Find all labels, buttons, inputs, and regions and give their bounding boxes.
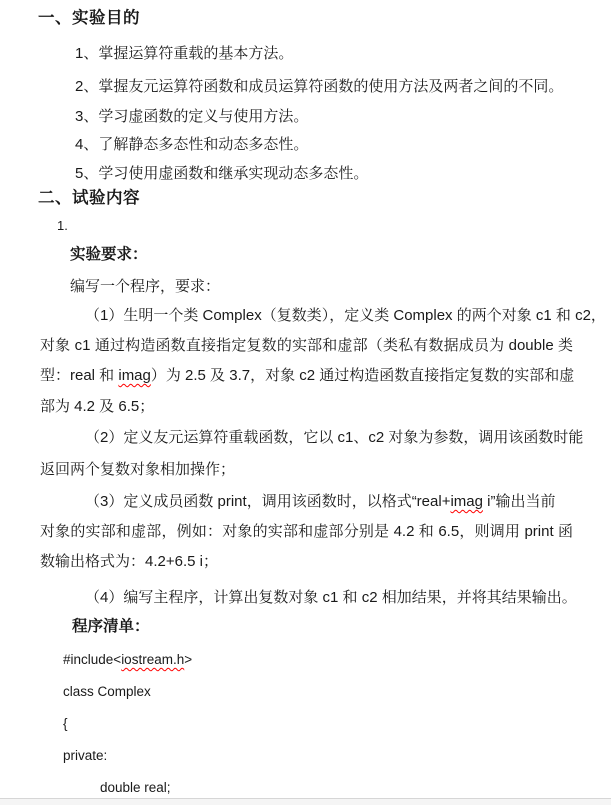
- code-line-private: private:: [63, 748, 108, 763]
- section2-heading: 二、试验内容: [38, 189, 140, 207]
- paragraph-4-line: （4）编写主程序，计算出复数对象 c1 和 c2 相加结果，并将其结果输出。: [85, 589, 577, 606]
- paragraph-3-line: 数输出格式为：4.2+6.5 i；: [40, 553, 218, 570]
- objective-item: 5、学习使用虚函数和继承实现动态多态性。: [75, 165, 369, 182]
- paragraph-text: （3）定义成员函数 print，调用该函数时，以格式“real+: [85, 493, 451, 510]
- listing-heading: 程序清单：: [72, 618, 150, 635]
- requirements-heading: 实验要求：: [70, 246, 148, 263]
- paragraph-2-line: 返回两个复数对象相加操作；: [40, 461, 236, 478]
- code-line-include: [63, 650, 192, 670]
- paragraph-3-line: 对象的实部和虚部，例如：对象的实部和虚部分别是 4.2 和 6.5，则调用 print 函: [40, 523, 573, 540]
- code-text: >: [184, 652, 193, 667]
- code-text: #include<: [63, 652, 122, 667]
- objective-item: 2、掌握友元运算符函数和成员运算符函数的使用方法及两者之间的不同。: [75, 78, 564, 95]
- spellcheck-flagged-word: imag: [118, 367, 151, 384]
- paragraph-1-line: 对象 c1 通过构造函数直接指定复数的实部和虚部（类私有数据成员为 double 类: [40, 337, 573, 354]
- paragraph-1-line: 部为 4.2 及 6.5；: [40, 398, 155, 415]
- paragraph-2-line: （2）定义友元运算符重载函数，它以 c1、c2 对象为参数，调用该函数时能: [85, 429, 584, 446]
- list-number: 1.: [57, 218, 68, 233]
- paragraph-text: ）为 2.5 及 3.7，对象 c2 通过构造函数直接指定复数的实部和虚: [150, 367, 575, 384]
- spellcheck-flagged-word: iostream.h: [121, 652, 185, 667]
- intro-text: 编写一个程序，要求：: [70, 278, 221, 295]
- code-line-class: class Complex: [63, 684, 151, 699]
- objective-item: 3、学习虚函数的定义与使用方法。: [75, 108, 309, 125]
- objective-item: 1、掌握运算符重载的基本方法。: [75, 45, 294, 62]
- paragraph-text: i”输出当前: [482, 493, 556, 510]
- objective-item: 4、了解静态多态性和动态多态性。: [75, 136, 309, 153]
- paragraph-1-line: [40, 366, 574, 386]
- code-line-member: double real;: [100, 780, 171, 795]
- spellcheck-flagged-word: imag: [450, 493, 483, 510]
- paragraph-1-line: （1）生明一个类 Complex（复数类），定义类 Complex 的两个对象 c1 和 c2，: [85, 307, 606, 324]
- code-line-open-brace: {: [63, 716, 68, 731]
- paragraph-text: 型：real 和: [40, 367, 119, 384]
- page-bottom-edge: [0, 798, 611, 805]
- section1-heading: 一、实验目的: [38, 9, 140, 27]
- paragraph-3-line: [85, 492, 555, 512]
